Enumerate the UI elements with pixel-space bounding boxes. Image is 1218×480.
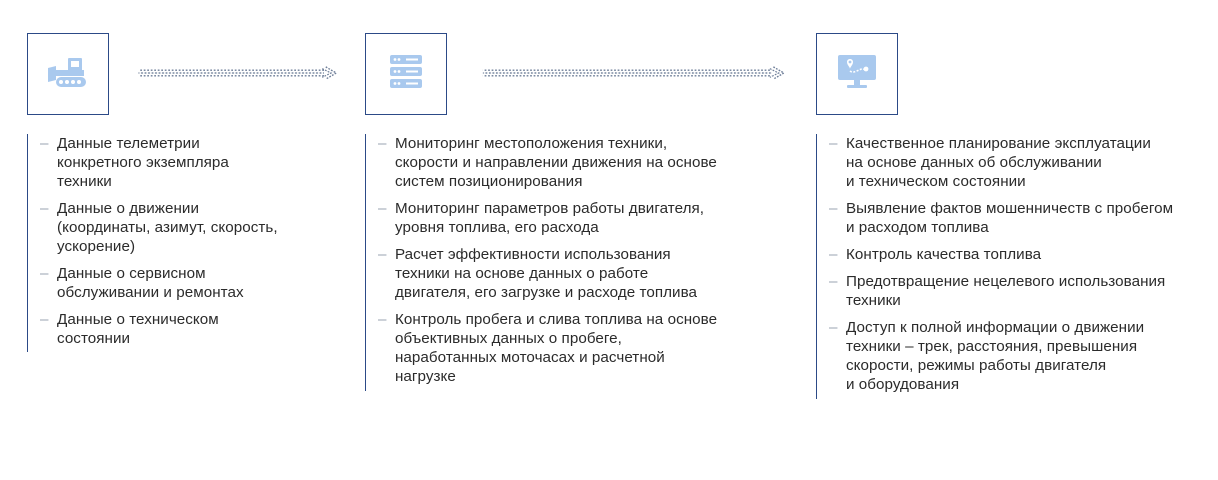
list-item: – Данные о сервисном обслуживании и ремонтах: [40, 265, 244, 301]
flow-arrow-1: [124, 66, 356, 80]
list-item: – Контроль пробега и слива топлива на основе объективных данных о пробеге, наработанных моточасах и расчетной нагрузке: [378, 311, 718, 385]
list-item: – Данные телеметрии конкретного экземпляра техники: [40, 135, 229, 190]
stage-3-icon-box: [816, 33, 898, 115]
stage-1-icon-box: [27, 33, 109, 115]
list-item: – Выявление фактов мошенничеств с пробегом и расходом топлива: [829, 200, 1174, 236]
list-item: – Доступ к полной информации о движении техники – трек, расстояния, превышения скорости, режимы работы двигателя и оборудования: [829, 319, 1145, 393]
bulldozer-icon: [46, 54, 90, 95]
list-item: – Предотвращение нецелевого использования техники: [829, 273, 1166, 309]
list-item: – Качественное планирование эксплуатации на основе данных об обслуживании и техническом состоянии: [829, 135, 1151, 190]
column-monitoring: [365, 134, 785, 391]
column-benefits: [816, 134, 1211, 399]
column-data-sources: [27, 134, 327, 352]
list-item: – Мониторинг местоположения техники, скорости и направлении движения на основе систем позиционирования: [378, 135, 717, 190]
list-item: – Контроль качества топлива: [829, 246, 1042, 263]
stage-2-icon-box: [365, 33, 447, 115]
flow-arrow-2: [461, 66, 811, 80]
list-item: – Расчет эффективности использования техники на основе данных о работе двигателя, его загрузке и расходе топлива: [378, 246, 698, 301]
list-item: – Данные о техническом состоянии: [40, 311, 219, 347]
list-item: – Мониторинг параметров работы двигателя, уровня топлива, его расхода: [378, 200, 705, 236]
monitor-map-icon: [835, 52, 879, 97]
list-item: – Данные о движении (координаты, азимут, скорость, ускорение): [40, 200, 278, 255]
server-icon: [386, 52, 426, 97]
